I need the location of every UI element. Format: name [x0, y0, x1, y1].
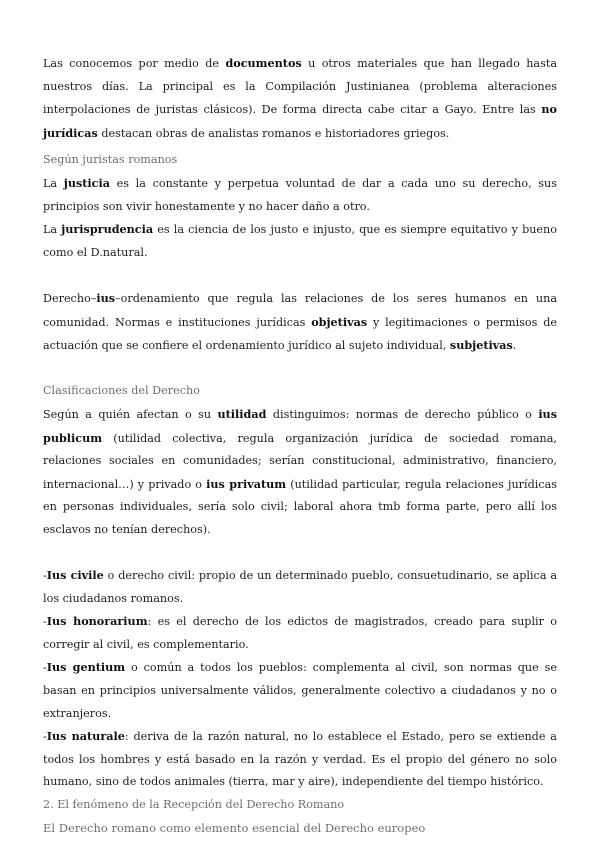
section-heading-juristas: Según juristas romanos — [43, 153, 178, 167]
bold-term: Ius naturale — [46, 729, 125, 744]
blank-line — [43, 541, 557, 564]
bold-term: ius — [96, 290, 116, 305]
ius-civile-paragraph: -Ius civile o derecho civil: propio de un determinado pueblo, consuetudinario, se aplica a los ciudadanos romanos. — [43, 568, 557, 605]
bold-term: Ius honorarium — [46, 614, 148, 629]
bold-term: Ius gentium — [46, 660, 126, 675]
bold-term: jurisprudencia — [61, 222, 154, 237]
intro-paragraph: Las conocemos por medio de documentos u otros materiales que han llegado hasta nuestros días. La principal es la Compilación Justinianea (problema alteraciones interpolaciones de juristas clásicos). De forma directa cabe citar a Gayo. Entre las no jurídicas destacan obras de analistas romanos e historiadores griegos. — [43, 56, 557, 140]
bold-term: objetivas — [311, 314, 368, 329]
ius-honorarium-paragraph: -Ius honorarium: es el derecho de los edictos de magistrados, creado para suplir o corregir al civil, es complementario. — [43, 614, 557, 651]
section-heading-recepcion: 2. El fenómeno de la Recepción del Derecho Romano — [43, 798, 345, 811]
justicia-paragraph: La justicia es la constante y perpetua voluntad de dar a cada uno su derecho, sus principios son vivir honestamente y no hacer daño a otro. — [43, 175, 557, 213]
section-heading-clasificaciones: Clasificaciones del Derecho — [43, 384, 200, 398]
bold-term: subjetivas — [449, 338, 513, 353]
jurisprudencia-paragraph: La jurisprudencia es la ciencia de los justo e injusto, que es siempre equitativo y bueno como el D.natural. — [43, 222, 557, 259]
bold-term: Ius civile — [46, 568, 104, 583]
bold-term: utilidad — [217, 406, 267, 421]
bold-term: justicia — [63, 175, 110, 190]
section-heading-elemento-esencial: El Derecho romano como elemento esencial del Derecho europeo — [43, 820, 426, 835]
derecho-paragraph: Derecho–ius–ordenamiento que regula las relaciones de los seres humanos en una comunidad. Normas e instituciones jurídicas objetivas y legitimaciones o permisos de actuación que se confiere el ordenamiento jurídico al sujeto individual, subjetivas. — [43, 290, 558, 353]
ius-gentium-paragraph: -Ius gentium o común a todos los pueblos: complementa al civil, son normas que se basan en principios universalmente válidos, generalmente colectivo a ciudadanos y no o extranjeros. — [43, 660, 557, 720]
blank-line — [43, 264, 557, 287]
bold-term: ius privatum — [206, 476, 287, 491]
bold-term: no jurídicas — [43, 102, 557, 140]
document-page — [43, 52, 557, 839]
bold-term: documentos — [225, 56, 302, 70]
utilidad-paragraph: Según a quién afectan o su utilidad distinguimos: normas de derecho público o ius publicum (utilidad colectiva, regula organización jurídica de sociedad romana, relaciones sociales en comunidades; serían constitucional, administrativo, financiero, internacional…) y privado o ius privatum (utilidad particular, regula relaciones jurídicas en personas individuales, sería solo civil; laboral ahora tmb forma parte, pero allí los esclavos no tenían derechos). — [43, 406, 557, 536]
ius-naturale-paragraph: -Ius naturale: deriva de la razón natural, no lo establece el Estado, pero se extiende a todos los hombres y está basado en la razón y verdad. Es el propio del género no solo humano, sino de todos animales (tierra, mar y aire), independiente del tiempo histórico. — [43, 729, 557, 789]
bold-term: ius publicum — [43, 406, 557, 445]
blank-line — [43, 358, 557, 381]
